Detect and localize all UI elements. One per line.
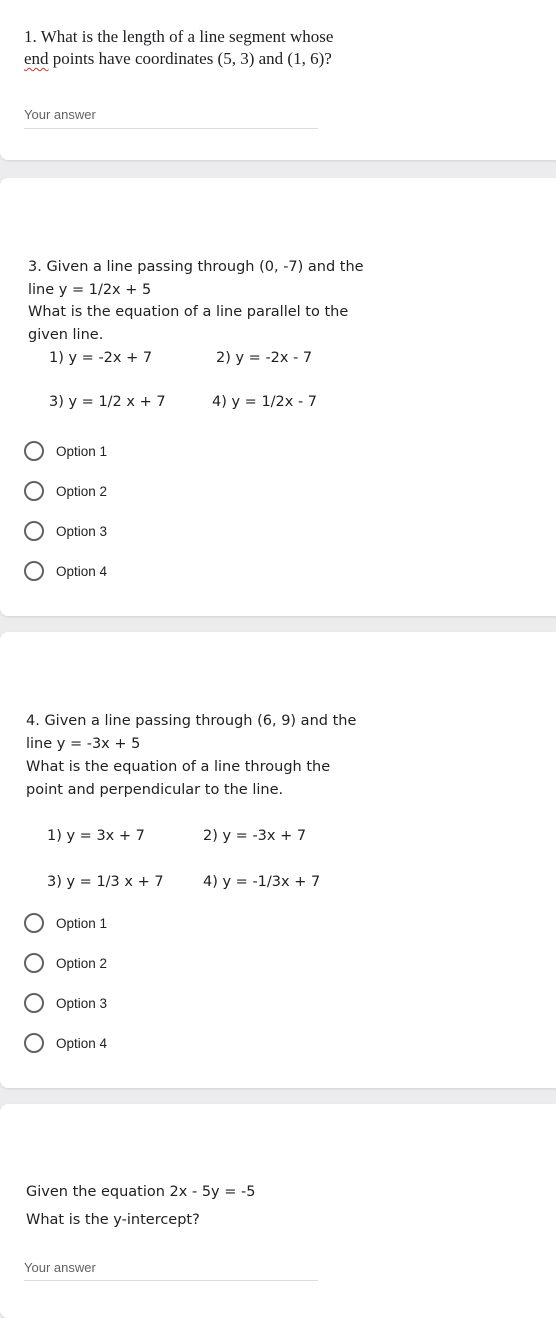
radio-button[interactable] [24, 561, 44, 581]
question-5-answer-underline [24, 1280, 318, 1281]
question-card-5 [0, 1104, 556, 1318]
question-5-text-line1: Given the equation 2x - 5y = -5 [26, 1184, 256, 1200]
question-card-4 [0, 632, 556, 1088]
question-1-text-line2-rest: points have coordinates (5, 3) and (1, 6)? [48, 49, 332, 68]
radio-button[interactable] [24, 481, 44, 501]
question-4-option-2[interactable] [24, 952, 107, 974]
question-3-choice-2: 2) y = -2x - 7 [216, 350, 313, 366]
question-4-text-line1: 4. Given a line passing through (6, 9) and the [26, 713, 357, 729]
question-3-choice-3: 3) y = 1/2 x + 7 [49, 394, 166, 410]
option-label: Option 1 [56, 915, 108, 931]
option-label: Option 2 [56, 483, 108, 499]
option-label: Option 4 [56, 1035, 108, 1051]
question-3-option-3[interactable] [24, 520, 107, 542]
question-4-option-1[interactable] [24, 912, 107, 934]
question-4-option-3[interactable] [24, 992, 107, 1014]
question-3-option-2[interactable] [24, 480, 107, 502]
question-4-option-4[interactable] [24, 1032, 107, 1054]
question-card-1 [0, 0, 556, 160]
option-label: Option 2 [56, 955, 108, 971]
question-1-text-line2 [24, 48, 332, 70]
question-4-text-line3: What is the equation of a line through the [26, 759, 331, 775]
radio-button[interactable] [24, 521, 44, 541]
question-3-text-line3: What is the equation of a line parallel to the [28, 304, 349, 320]
radio-button[interactable] [24, 993, 44, 1013]
question-3-text-line2: line y = 1/2x + 5 [28, 282, 152, 298]
option-label: Option 4 [56, 563, 108, 579]
radio-button[interactable] [24, 913, 44, 933]
radio-button[interactable] [24, 441, 44, 461]
radio-button[interactable] [24, 1033, 44, 1053]
question-4-text-line2: line y = -3x + 5 [26, 736, 141, 752]
question-4-text-line4: point and perpendicular to the line. [26, 782, 284, 798]
question-3-choice-1: 1) y = -2x + 7 [49, 350, 153, 366]
question-3-text-line1: 3. Given a line passing through (0, -7) and the [28, 259, 364, 275]
question-4-choice-4: 4) y = -1/3x + 7 [203, 874, 321, 890]
question-3-choice-4: 4) y = 1/2x - 7 [212, 394, 318, 410]
option-label: Option 3 [56, 995, 108, 1011]
question-1-text-line1: 1. What is the length of a line segment whose [24, 27, 334, 46]
option-label: Option 3 [56, 523, 108, 539]
question-5-text-line2: What is the y-intercept? [26, 1212, 200, 1228]
question-3-option-1[interactable] [24, 440, 107, 462]
question-1-answer-underline [24, 128, 318, 129]
question-1-answer-input[interactable]: Your answer [24, 107, 96, 122]
question-4-choice-2: 2) y = -3x + 7 [203, 828, 307, 844]
question-card-3 [0, 178, 556, 616]
question-1-spellcheck-word: end [24, 49, 49, 68]
option-label: Option 1 [56, 443, 108, 459]
question-3-text-line4: given line. [28, 327, 104, 343]
question-5-answer-input[interactable]: Your answer [24, 1260, 96, 1275]
question-4-choice-1: 1) y = 3x + 7 [47, 828, 145, 844]
question-4-choice-3: 3) y = 1/3 x + 7 [47, 874, 164, 890]
radio-button[interactable] [24, 953, 44, 973]
question-3-option-4[interactable] [24, 560, 107, 582]
